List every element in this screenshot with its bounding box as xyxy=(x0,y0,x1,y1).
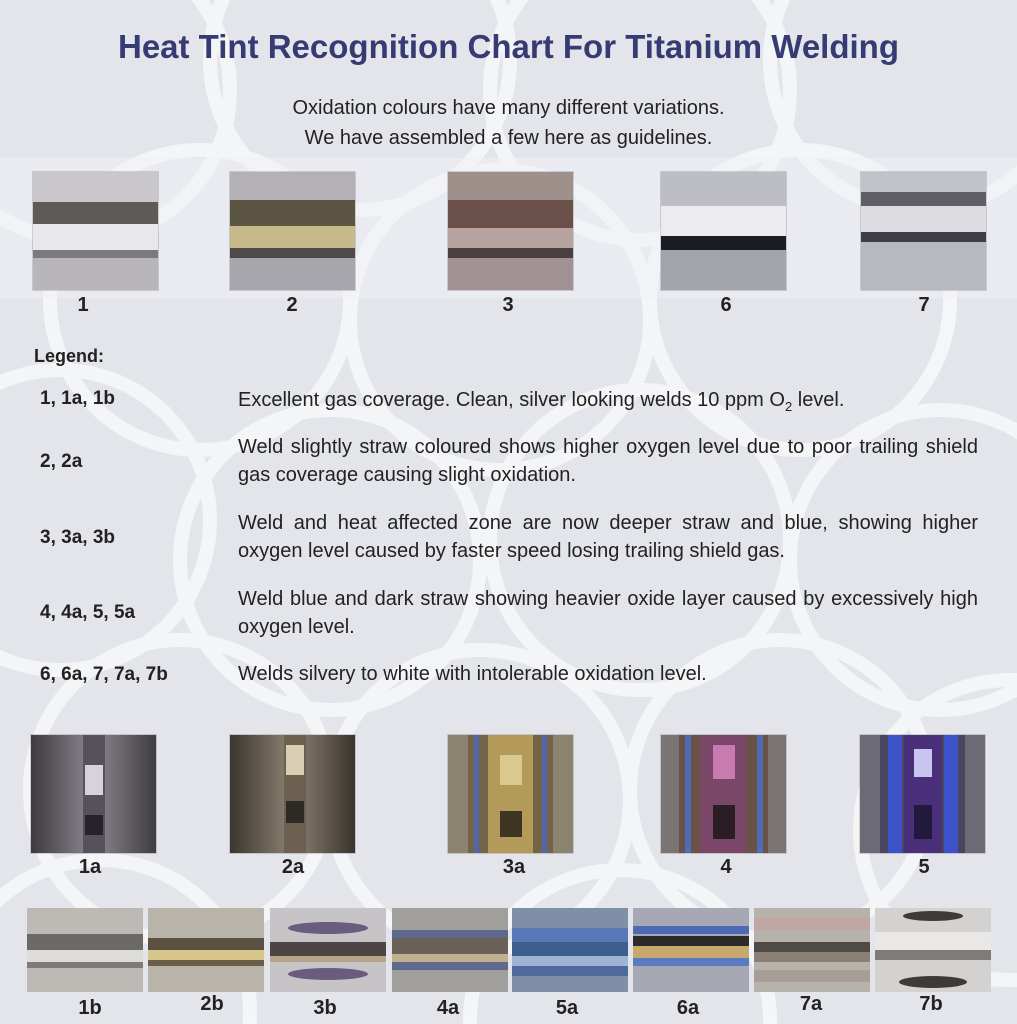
weld-photo-5 xyxy=(860,735,985,853)
legend-desc-4: Weld blue and dark straw showing heavier oxide layer caused by excessively high oxygen level. xyxy=(238,588,978,638)
oxygen-subscript: 2 xyxy=(784,399,793,414)
weld-photo-2b xyxy=(148,908,264,992)
weld-photo-7b xyxy=(875,908,991,992)
weld-photo-2 xyxy=(230,172,355,290)
photo-label-7a: 7a xyxy=(799,993,823,1015)
photo-label-3a: 3a xyxy=(502,856,526,878)
photo-label-2b: 2b xyxy=(200,993,224,1015)
weld-photo-7a xyxy=(754,908,870,992)
photo-label-4: 4 xyxy=(720,856,732,878)
subtitle xyxy=(0,93,1017,153)
photo-label-1b: 1b xyxy=(78,997,102,1019)
photo-label-3b: 3b xyxy=(313,997,337,1019)
legend-key-2: 2, 2a xyxy=(40,451,83,472)
photo-label-1: 1 xyxy=(77,294,89,316)
weld-photo-3a xyxy=(448,735,573,853)
weld-photo-1a xyxy=(31,735,156,853)
legend-desc-5: Welds silvery to white with intolerable oxidation level. xyxy=(238,663,707,685)
photo-label-3: 3 xyxy=(502,294,514,316)
weld-photo-7 xyxy=(861,172,986,290)
legend-desc-1 xyxy=(238,386,978,421)
legend-desc-1-text: Excellent gas coverage. Clean, silver looking welds 10 ppm O xyxy=(238,389,785,411)
page-title: Heat Tint Recognition Chart For Titanium Welding xyxy=(117,28,899,65)
weld-photo-1 xyxy=(33,172,158,290)
photo-label-6: 6 xyxy=(720,294,732,316)
weld-photo-4a xyxy=(392,908,508,992)
legend-key-5: 6, 6a, 7, 7a, 7b xyxy=(40,664,168,685)
weld-photo-3 xyxy=(448,172,573,290)
photo-label-5a: 5a xyxy=(555,997,579,1019)
photo-label-7b: 7b xyxy=(919,993,943,1015)
photo-label-5: 5 xyxy=(918,856,930,878)
subtitle-line-1: Oxidation colours have many different variations. xyxy=(292,97,725,119)
weld-photo-1b xyxy=(27,908,143,992)
photo-label-6a: 6a xyxy=(676,997,700,1019)
weld-photo-3b xyxy=(270,908,386,992)
weld-photo-5a xyxy=(512,908,628,992)
photo-label-1a: 1a xyxy=(78,856,102,878)
legend-desc-1-suffix: level. xyxy=(792,389,845,411)
photo-label-7: 7 xyxy=(918,294,930,316)
legend-key-3: 3, 3a, 3b xyxy=(40,527,115,548)
photo-label-4a: 4a xyxy=(436,997,460,1019)
legend-key-4: 4, 4a, 5, 5a xyxy=(40,602,136,623)
legend-key-1: 1, 1a, 1b xyxy=(40,388,115,409)
weld-photo-2a xyxy=(230,735,355,853)
legend-heading: Legend: xyxy=(34,346,104,366)
weld-photo-4 xyxy=(661,735,786,853)
weld-photo-6 xyxy=(661,172,786,290)
subtitle-line-2: We have assembled a few here as guidelines. xyxy=(304,127,713,149)
photo-label-2a: 2a xyxy=(281,856,305,878)
legend-desc-3: Weld and heat affected zone are now deeper straw and blue, showing higher oxygen level caused by faster speed losing trailing shield gas. xyxy=(238,512,978,562)
legend-desc-2: Weld slightly straw coloured shows higher oxygen level due to poor trailing shield gas coverage causing slight oxidation. xyxy=(238,436,978,486)
weld-photo-6a xyxy=(633,908,749,992)
photo-label-2: 2 xyxy=(286,294,298,316)
